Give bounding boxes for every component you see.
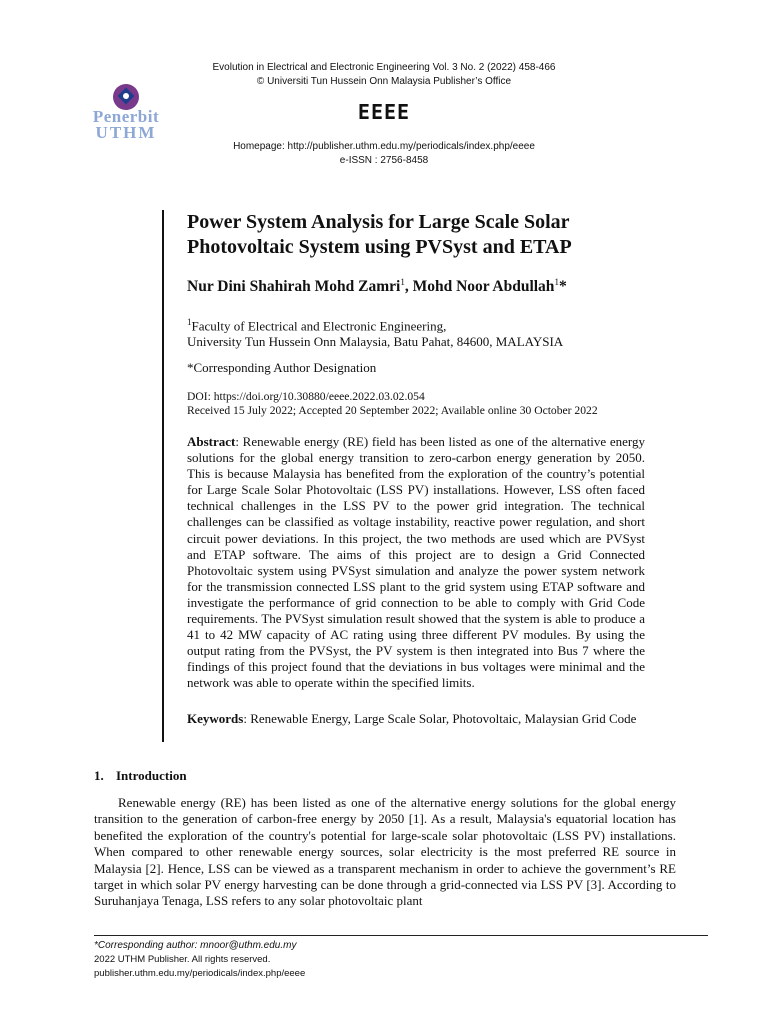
journal-abbreviation: EEEE [357,100,411,124]
publisher-logo [80,84,172,148]
author-affiliation-mark: 1 [400,277,405,287]
corresponding-mark: * [558,278,567,296]
footnote-rule [94,935,708,936]
author-separator: , [404,278,409,296]
copyright-notice: 2022 UTHM Publisher. All rights reserved. [94,954,271,965]
section-title: Introduction [116,768,187,783]
keywords [187,711,645,727]
section-heading [94,768,187,784]
author-name: Mohd Noor Abdullah [412,278,555,296]
article-dates [187,390,598,418]
affiliation [187,314,667,350]
corresponding-author-designation: *Corresponding Author Designation [187,360,377,375]
received-dates: Received 15 July 2022; Accepted 20 September 2022; Available online 30 October 2022 [187,404,598,417]
author-list [187,277,667,296]
publisher-url[interactable]: publisher.uthm.edu.my/periodicals/index.php/eeee [94,968,306,979]
journal-homepage[interactable]: Homepage: http://publisher.uthm.edu.my/periodicals/index.php/eeee [233,141,535,152]
journal-issn: e-ISSN : 2756-8458 [339,155,429,166]
affiliation-line-2: University Tun Hussein Onn Malaysia, Batu Pahat, 84600, MALAYSIA [187,334,564,350]
introduction-paragraph: Renewable energy (RE) has been listed as one of the alternative energy solutions for the global energy transition to the generation of carbon-free energy by 2050 [1]. As a result, Malaysia's equatorial location has benefited the exploration of the country's potential for large-scale solar photovoltaic (LSS PV) installations. When compared to other renewable energy sources, solar electricity is the most preferred RE source in Malaysia [2]. Hence, LSS can be viewed as a transparent mechanism in order to achieve the government’s RE target in which solar PV energy harvesting can be done through a grid-connected via LSS PV [3]. According to Suruhanjaya Tenaga, LSS refers to any solar photovoltaic plant [94,795,676,909]
logo-word-penerbit: Penerbit [92,107,160,126]
abstract-label: Abstract [187,434,236,449]
author-name: Nur Dini Shahirah Mohd Zamri [187,278,401,296]
affiliation-line-1: Faculty of Electrical and Electronic Engineering, [191,318,447,334]
front-matter-rule [162,210,164,742]
publisher-line: © Universiti Tun Hussein Onn Malaysia Publisher’s Office [256,76,512,87]
corresponding-author-email: *Corresponding author: mnoor@uthm.edu.my [94,940,297,951]
paper-title: Power System Analysis for Large Scale Solar Photovoltaic System using PVSyst and ETAP [187,211,572,258]
journal-citation: Evolution in Electrical and Electronic Engineering Vol. 3 No. 2 (2022) 458-466 [212,62,556,73]
abstract [187,434,645,692]
section-number: 1. [94,768,104,783]
keywords-text: : Renewable Energy, Large Scale Solar, Photovoltaic, Malaysian Grid Code [243,711,637,726]
abstract-text: : Renewable energy (RE) field has been listed as one of the alternative energy solutions for the global energy transition to zero-carbon energy generation by 2050. This is because Malaysia has benefited from the exploration of the country’s potential for Large Scale Solar Photovoltaic (LSS PV) installations. However, LSS often faced technical challenges in the LSS PV to the power grid integration. The technical challenges can be classified as voltage instability, reactive power regulation, and short circuit power deviations. In this project, the two methods are used which are PVSyst and ETAP software. The aims of this project are to design a Grid Connected Photovoltaic system using PVSyst simulation and analyze the power system network for the transmission connected LSS plant to the grid system using ETAP software and investigate the performance of grid connection to be able to comply with Grid Code requirements. The PVSyst simulation result showed that the system is able to produce a 41 to 42 MW capacity of AC rating using three different PV modules. By using the output rating from the PVSyst, the PV system is then integrated into Bus 7 where the findings of this project found that the deviations in bus voltages were minimal and the network was able to operate within the specified limits. [187,434,645,691]
author-affiliation-mark: 1 [554,277,559,287]
affiliation-mark: 1 [187,317,192,327]
doi-link[interactable]: DOI: https://doi.org/10.30880/eeee.2022.03.02.054 [187,390,425,403]
logo-word-uthm: UTHM [95,123,157,142]
keywords-label: Keywords [187,711,244,726]
